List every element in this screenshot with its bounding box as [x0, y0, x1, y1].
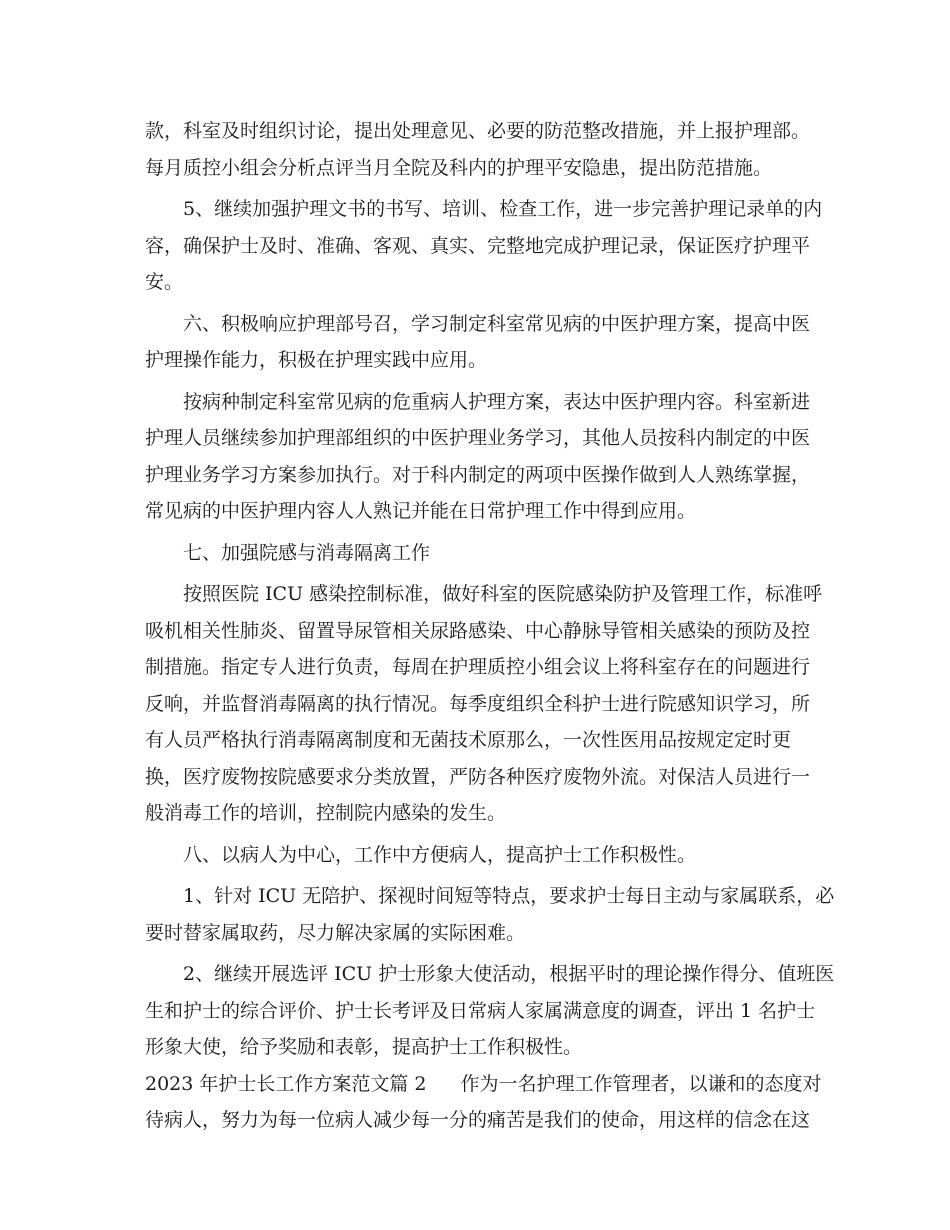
- text-fragment: 作为一名护理工作管理者，以谦和的态度对: [460, 1072, 822, 1095]
- paragraph-infection-control: [145, 576, 823, 832]
- text-line: 护理人员继续参加护理部组织的中医护理业务学习，其他人员按科内制定的中医: [145, 427, 811, 449]
- text-line: 款，科室及时组织讨论，提出处理意见、必要的防范整改措施，并上报护理部。: [145, 120, 811, 142]
- text-line: 按病种制定科室常见病的危重病人护理方案，表达中医护理内容。科室新进: [183, 390, 811, 413]
- text-line: 1、针对 ICU 无陪护、探视时间短等特点，要求护士每日主动与家属联系，必: [183, 885, 835, 907]
- paragraph-section-seven: [145, 535, 805, 572]
- text-line: 安。: [145, 271, 184, 293]
- article-heading: 2023 年护士长工作方案范文篇 2: [145, 1072, 427, 1095]
- text-line: 护理操作能力，积极在护理实践中应用。: [145, 349, 488, 371]
- text-line: 要时替家属取药，尽力解决家属的实际困难。: [145, 921, 526, 944]
- text-line: 反响，并监督消毒隔离的执行情况。每季度组织全科护士进行院感知识学习，所: [145, 692, 811, 715]
- closing-first-line: [145, 1066, 822, 1103]
- text-line: 制措施。指定专人进行负责，每周在护理质控小组会议上将科室存在的问题进行: [145, 656, 811, 678]
- text-line: 般消毒工作的培训，控制院内感染的发生。: [145, 802, 507, 824]
- text-line: 生和护士的综合评价、护士长考评及日常病人家属满意度的调查，评出 1 名护士: [145, 999, 816, 1022]
- section-heading: 八、以病人为中心，工作中方便病人，提高护士工作积极性。: [183, 843, 697, 866]
- text-line: 按照医院 ICU 感染控制标准，做好科室的医院感染防护及管理工作，标准呼: [183, 583, 823, 605]
- paragraph-tcm-plan: [145, 384, 811, 530]
- paragraph-section-six: [145, 306, 811, 379]
- paragraph-item-2: [145, 956, 835, 1066]
- text-line: 常见病的中医护理内容人人熟记并能在日常护理工作中得到应用。: [145, 500, 697, 522]
- text-line: 2、继续开展选评 ICU 护士形象大使活动，根据平时的理论操作得分、值班医: [183, 963, 835, 985]
- paragraph-section-eight: [145, 837, 805, 874]
- text-line: 5、继续加强护理文书的书写、培训、检查工作，进一步完善护理记录单的内: [183, 198, 823, 220]
- text-line: 护理业务学习方案参加执行。对于科内制定的两项中医操作做到人人熟练掌握，: [145, 463, 811, 486]
- text-line: 吸机相关性肺炎、留置导尿管相关尿路感染、中心静脉导管相关感染的预防及控: [145, 619, 811, 642]
- paragraph-continued: [145, 113, 811, 186]
- text-line: 形象大使，给予奖励和表彰，提高护士工作积极性。: [145, 1036, 583, 1058]
- text-line: 待病人，努力为每一位病人减少每一分的痛苦是我们的使命，用这样的信念在这: [145, 1109, 811, 1131]
- paragraph-closing: [145, 1066, 822, 1139]
- text-line: 每月质控小组会分析点评当月全院及科内的护理平安隐患，提出防范措施。: [145, 156, 773, 179]
- text-line: 容，确保护士及时、准确、客观、真实、完整地完成护理记录，保证医疗护理平: [145, 234, 811, 257]
- text-line: 有人员严格执行消毒隔离制度和无菌技术原那么，一次性医用品按规定定时更: [145, 729, 792, 751]
- section-heading: 七、加强院感与消毒隔离工作: [183, 541, 431, 564]
- document-body: [145, 113, 835, 1139]
- paragraph-item-5: [145, 191, 823, 301]
- paragraph-item-1: [145, 878, 835, 951]
- section-heading: 六、积极响应护理部号召，学习制定科室常见病的中医护理方案，提高中医: [183, 312, 811, 335]
- text-line: 换，医疗废物按院感要求分类放置，严防各种医疗废物外流。对保洁人员进行一: [145, 765, 811, 788]
